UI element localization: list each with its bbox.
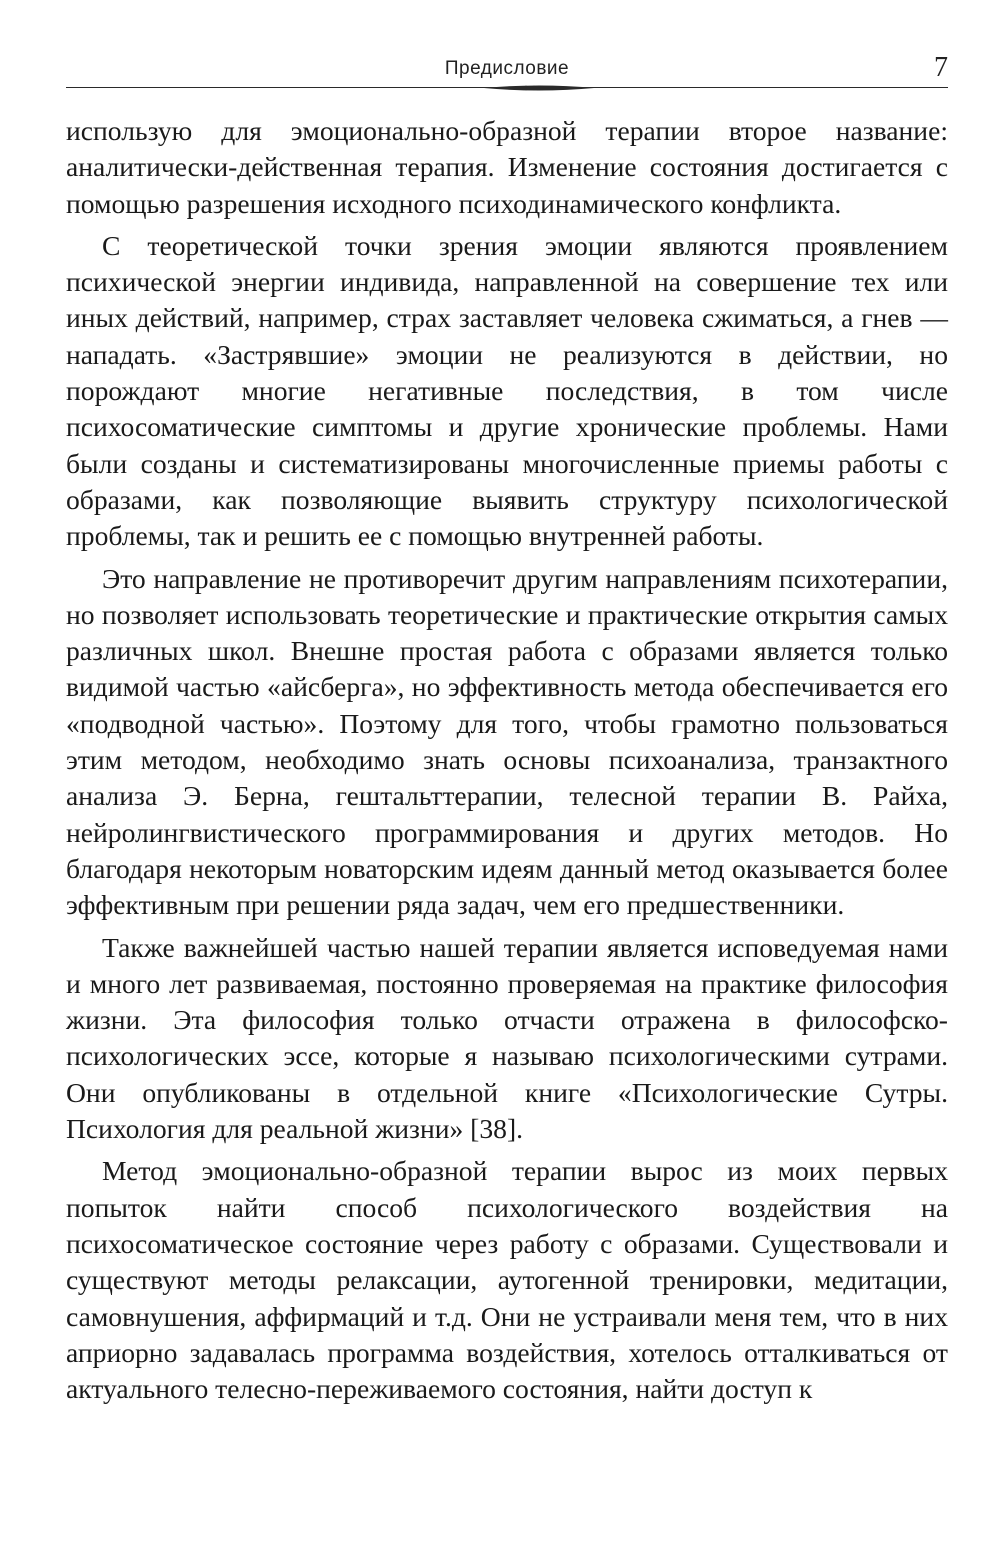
header-ornament-icon	[484, 84, 594, 92]
running-header	[66, 52, 948, 92]
paragraph-3: Это направление не противоречит другим направлениям психотерапии, но позволяет использовать теоретические и практические открытия самых различных школ. Внешне простая работа с образами является только видимой частью «айсберга», но эффективность метода обеспечивается его «подводной частью». Поэтому для того, чтобы грамотно пользоваться этим методом, необходимо знать основы психоанализа, транзактного анализа Э. Берна, гештальттерапии, телесной терапии В. Райха, нейролингвистического программирования и других методов. Но благодаря некоторым новаторским идеям данный метод оказывается более эффективным при решении ряда задач, чем его предшественники.	[66, 562, 948, 921]
paragraph-2: С теоретической точки зрения эмоции являются проявлением психической энергии индивида, направленной на совершение тех или иных действий, например, страх заставляет человека сжиматься, а гнев — нападать. «Застрявшие» эмоции не реализуются в действии, но порождают многие негативные последствия, в том числе психосоматические симптомы и другие хронические проблемы. Нами были созданы и систематизированы многочисленные приемы работы с образами, как позволяющие выявить структуру психологической проблемы, так и решить ее с помощью внутренней работы.	[66, 229, 948, 552]
body-text	[66, 113, 948, 1407]
paragraph-5: Метод эмоционально-образной терапии вырос из моих первых попыток найти способ психологического воздействия на психосоматическое состояние через работу с образами. Существовали и существуют методы релаксации, аутогенной тренировки, медитации, самовнушения, аффирмаций и т.д. Они не устраивали меня тем, что в них априорно задавалась программа воздействия, хотелось отталкиваться от актуального телесно-переживаемого состояния, найти доступ к	[66, 1155, 948, 1405]
paragraph-1: использую для эмоционально-образной терапии второе название: аналитически-действенная терапия. Изменение состояния достигается с помощью разрешения исходного психодинамического конфликта.	[66, 115, 948, 219]
page-number: 7	[934, 52, 948, 83]
chapter-title: Предисловие	[444, 58, 570, 79]
paragraph-4: Также важнейшей частью нашей терапии является исповедуемая нами и много лет развиваемая, постоянно проверяемая на практике философия жизни. Эта философия только отчасти отражена в философско-психологических эссе, которые я называю психологическими сутрами. Они опубликованы в отдельной книге «Психологические Сутры. Психология для реальной жизни» [38].	[66, 931, 948, 1145]
